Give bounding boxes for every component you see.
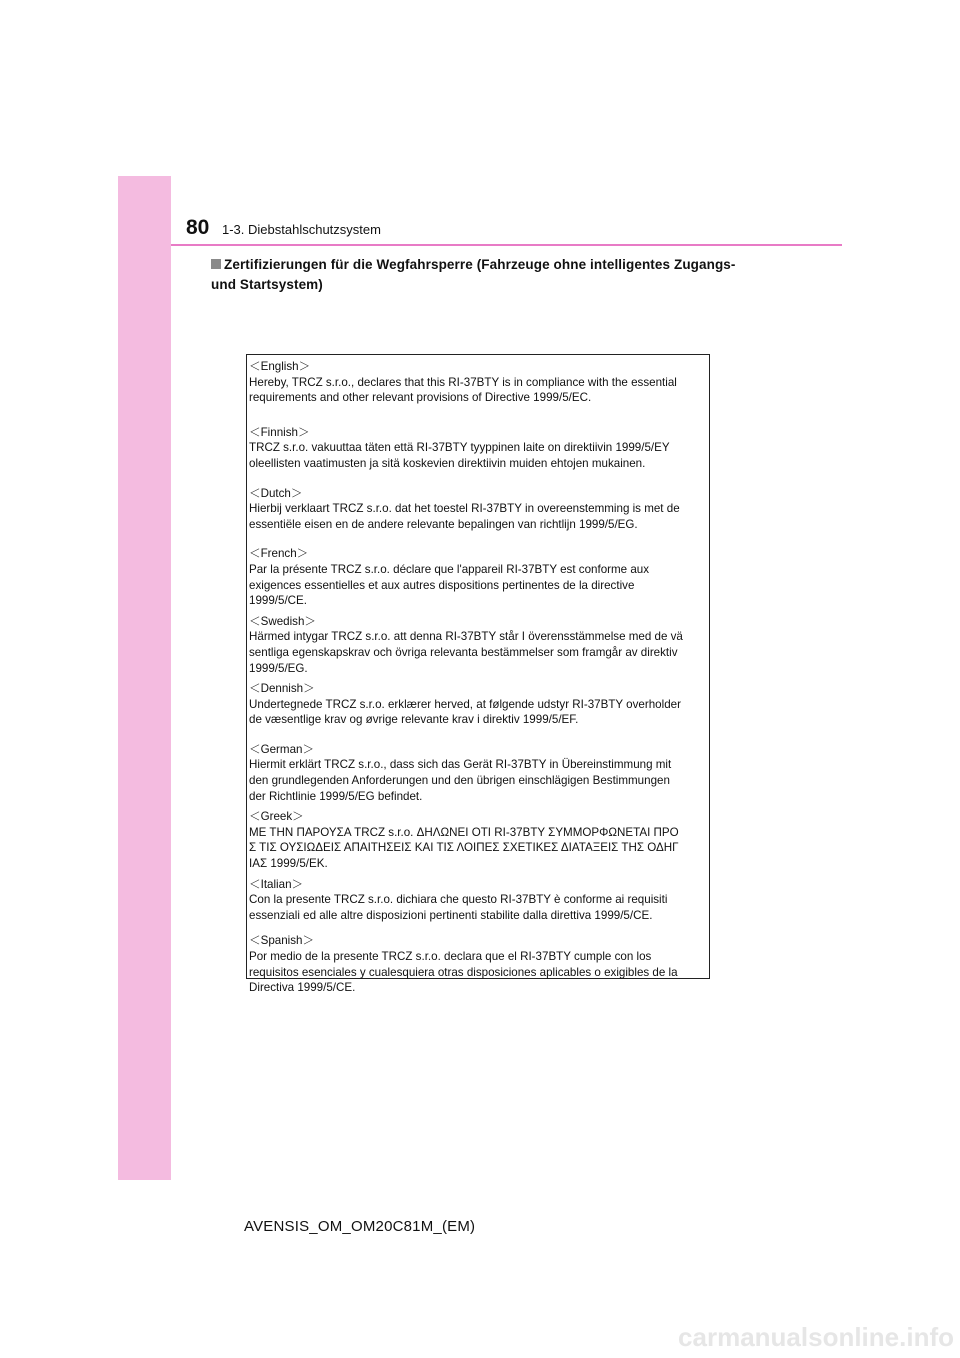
cert-text: Par la présente TRCZ s.r.o. déclare que l'appareil RI-37BTY est conforme aux exigences essentielles et aux autres dispositions pertinentes de la directive 1999/5/CE. [249, 562, 650, 608]
cert-label: ＜English＞ [249, 360, 311, 373]
cert-text: Hierbij verklaart TRCZ s.r.o. dat het toestel RI-37BTY in overeenstemming is met de essentiële eisen en de andere relevante bepalingen van richtlijn 1999/5/EG. [249, 502, 680, 531]
section-title: 1-3. Diebstahlschutzsystem [222, 222, 381, 237]
cert-text: Härmed intygar TRCZ s.r.o. att denna RI-37BTY står I överensstämmelse med de vä sentliga egenskapskrav och övriga relevanta bestämmelser som framgår av direktiv 1999/5/EG. [249, 630, 683, 675]
site-watermark[interactable]: carmanualsonline.info [678, 1322, 954, 1352]
cert-label: ＜Italian＞ [249, 877, 304, 891]
cert-text: Hereby, TRCZ s.r.o., declares that this RI-37BTY is in compliance with the essential requirements and other relevant provisions of Directive 1999/5/EC. [249, 375, 677, 405]
cert-text: Con la presente TRCZ s.r.o. dichiara che questo RI-37BTY è conforme ai requisiti essenziali ed alle altre disposizioni pertinenti stabilite dalla direttiva 1999/5/CE. [249, 893, 668, 922]
cert-english [249, 359, 709, 406]
cert-label: ＜German＞ [249, 742, 315, 756]
chapter-side-tab [118, 176, 171, 1180]
cert-dutch [249, 486, 709, 533]
cert-italian [249, 877, 709, 924]
section-heading [211, 255, 771, 295]
cert-danish [249, 681, 709, 728]
cert-text: TRCZ s.r.o. vakuuttaa täten että RI-37BTY tyyppinen laite on direktiivin 1999/5/EY oleellisten vaatimusten ja sitä koskevien direktiivin muiden ehtojen mukainen. [249, 441, 670, 470]
cert-text: Por medio de la presente TRCZ s.r.o. declara que el RI-37BTY cumple con los requisitos esenciales y cualesquiera otras disposiciones aplicables o exigibles de la Directiva 1999/5/CE. [249, 950, 678, 995]
cert-text: ΜΕ ΤΗΝ ΠΑΡΟΥΣΑ TRCZ s.r.o. ΔΗΛΩΝΕΙ ΟΤΙ RI-37BTY ΣΥΜΜΟΡΦΩΝΕΤΑΙ ΠΡΟ Σ ΤΙΣ ΟΥΣΙΩΔΕΙΣ ΑΠΑΙΤΗΣΕΙΣ ΚΑΙ ΤΙΣ ΛΟΙΠΕΣ ΣΧΕΤΙΚΕΣ ΔΙΑΤΑΞΕΙΣ ΤΗΣ ΟΔΗΓ ΙΑΣ 1999/5/ΕΚ. [249, 825, 679, 871]
heading-line-1: Zertifizierungen für die Wegfahrsperre (Fahrzeuge ohne intelligentes Zugangs- [224, 257, 736, 272]
cert-french [249, 546, 709, 608]
cert-swedish [249, 614, 709, 676]
cert-greek [249, 809, 709, 871]
cert-label: ＜French＞ [249, 547, 309, 561]
cert-label: ＜Dutch＞ [249, 486, 303, 500]
cert-label: ＜Swedish＞ [249, 614, 317, 628]
cert-text: Hiermit erklärt TRCZ s.r.o., dass sich das Gerät RI-37BTY in Übereinstimmung mit den grundlegenden Anforderungen und den übrigen einschlägigen Bestimmungen der Richtlinie 1999/5/EG befindet. [249, 758, 672, 803]
page-number: 80 [186, 216, 210, 239]
cert-text: Undertegnede TRCZ s.r.o. erklærer herved, at følgende udstyr RI-37BTY overholder de væsentlige krav og øvrige relevante krav i direktiv 1999/5/EF. [249, 697, 681, 727]
cert-label: ＜Dennish＞ [249, 682, 315, 696]
square-bullet-icon [211, 259, 221, 269]
cert-label: ＜Finnish＞ [249, 425, 310, 439]
cert-finnish [249, 425, 709, 472]
cert-label: ＜Spanish＞ [249, 934, 315, 948]
document-code-footer: AVENSIS_OM_OM20C81M_(EM) [244, 1218, 476, 1235]
header-rule [171, 244, 842, 246]
cert-label: ＜Greek＞ [249, 810, 304, 824]
cert-spanish [249, 933, 709, 995]
cert-german [249, 742, 709, 804]
certification-box [246, 354, 710, 995]
heading-line-2: und Startsystem) [211, 277, 323, 292]
